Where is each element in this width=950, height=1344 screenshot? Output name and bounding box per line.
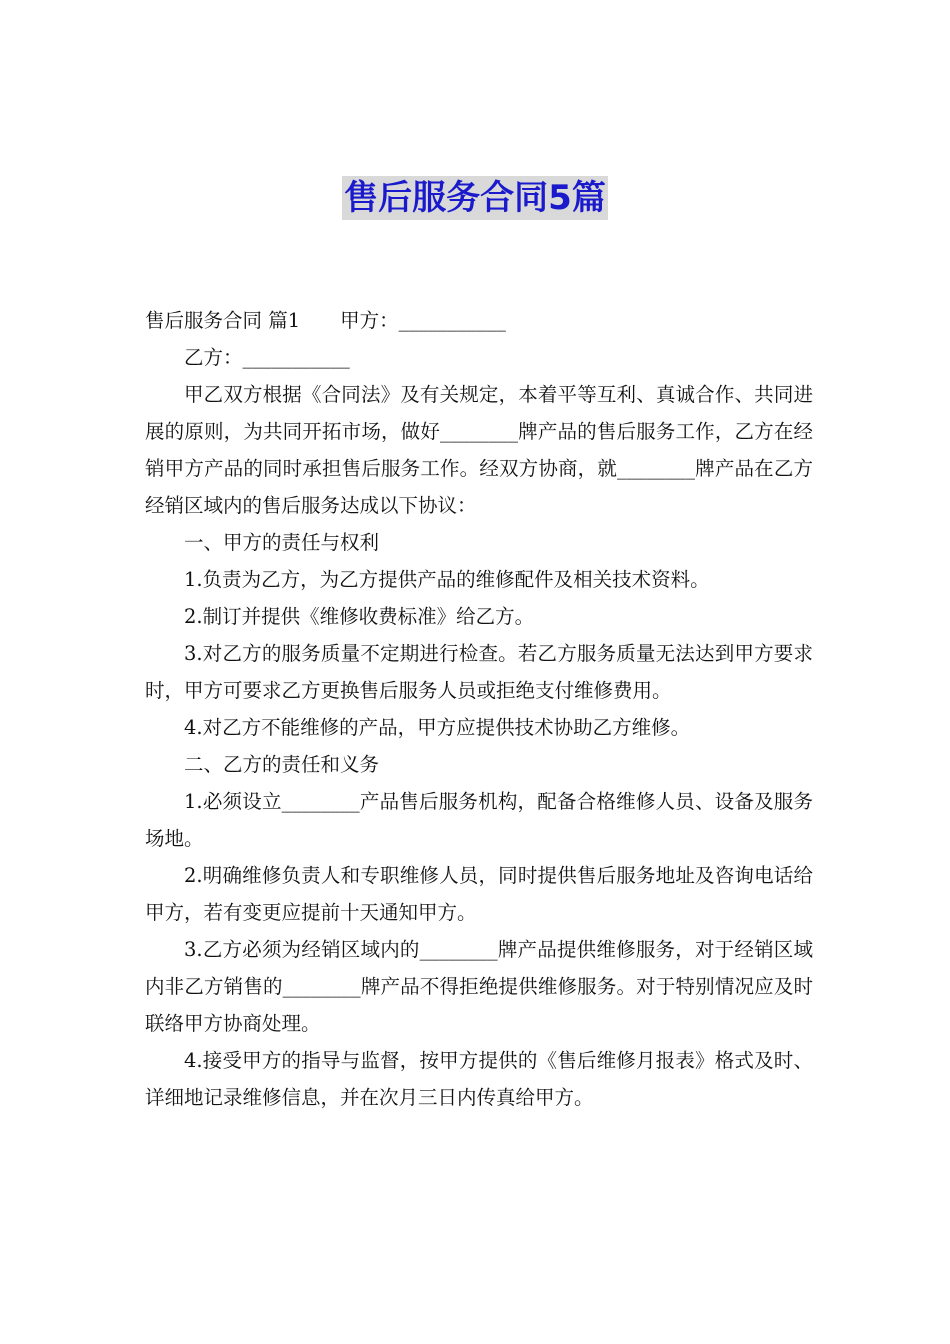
party-b-line: 乙方：___________ xyxy=(184,346,350,369)
clause-1-3: 3.对乙方的服务质量不定期进行检查。若乙方服务质量无法达到甲方要求时，甲方可要求乙方更换售后服务人员或拒绝支付维修费用。 xyxy=(145,642,813,702)
party-a-line: 甲方：___________ xyxy=(340,309,506,332)
clause-1-1: 1.负责为乙方，为乙方提供产品的维修配件及相关技术资料。 xyxy=(184,568,710,591)
title-container xyxy=(0,176,950,220)
section-label: 售后服务合同 篇1 xyxy=(145,309,301,332)
clause-2-2: 2.明确维修负责人和专职维修人员，同时提供售后服务地址及咨询电话给甲方，若有变更应提前十天通知甲方。 xyxy=(145,864,813,924)
paragraph-preamble: 甲乙双方根据《合同法》及有关规定，本着平等互利、真诚合作、共同进展的原则，为共同开拓市场，做好________牌产品的售后服务工作，乙方在经销甲方产品的同时承担售后服务工作。经双方协商，就________牌产品在乙方经销区域内的售后服务达成以下协议： xyxy=(145,383,813,517)
clause-2-3: 3.乙方必须为经销区域内的________牌产品提供维修服务，对于经销区域内非乙方销售的________牌产品不得拒绝提供维修服务。对于特别情况应及时联络甲方协商处理。 xyxy=(145,938,813,1035)
document-body xyxy=(145,302,813,1116)
section-heading-2: 二、乙方的责任和义务 xyxy=(184,753,380,776)
section-heading-1: 一、甲方的责任与权利 xyxy=(184,531,380,554)
clause-2-4: 4.接受甲方的指导与监督，按甲方提供的《售后维修月报表》格式及时、详细地记录维修信息，并在次月三日内传真给甲方。 xyxy=(145,1049,813,1109)
document-title: 售后服务合同5篇 xyxy=(344,178,606,218)
clause-2-1: 1.必须设立________产品售后服务机构，配备合格维修人员、设备及服务场地。 xyxy=(145,790,813,850)
clause-1-2: 2.制订并提供《维修收费标准》给乙方。 xyxy=(184,605,535,628)
clause-1-4: 4.对乙方不能维修的产品，甲方应提供技术协助乙方维修。 xyxy=(184,716,691,739)
paragraph-heading-line xyxy=(145,302,813,339)
